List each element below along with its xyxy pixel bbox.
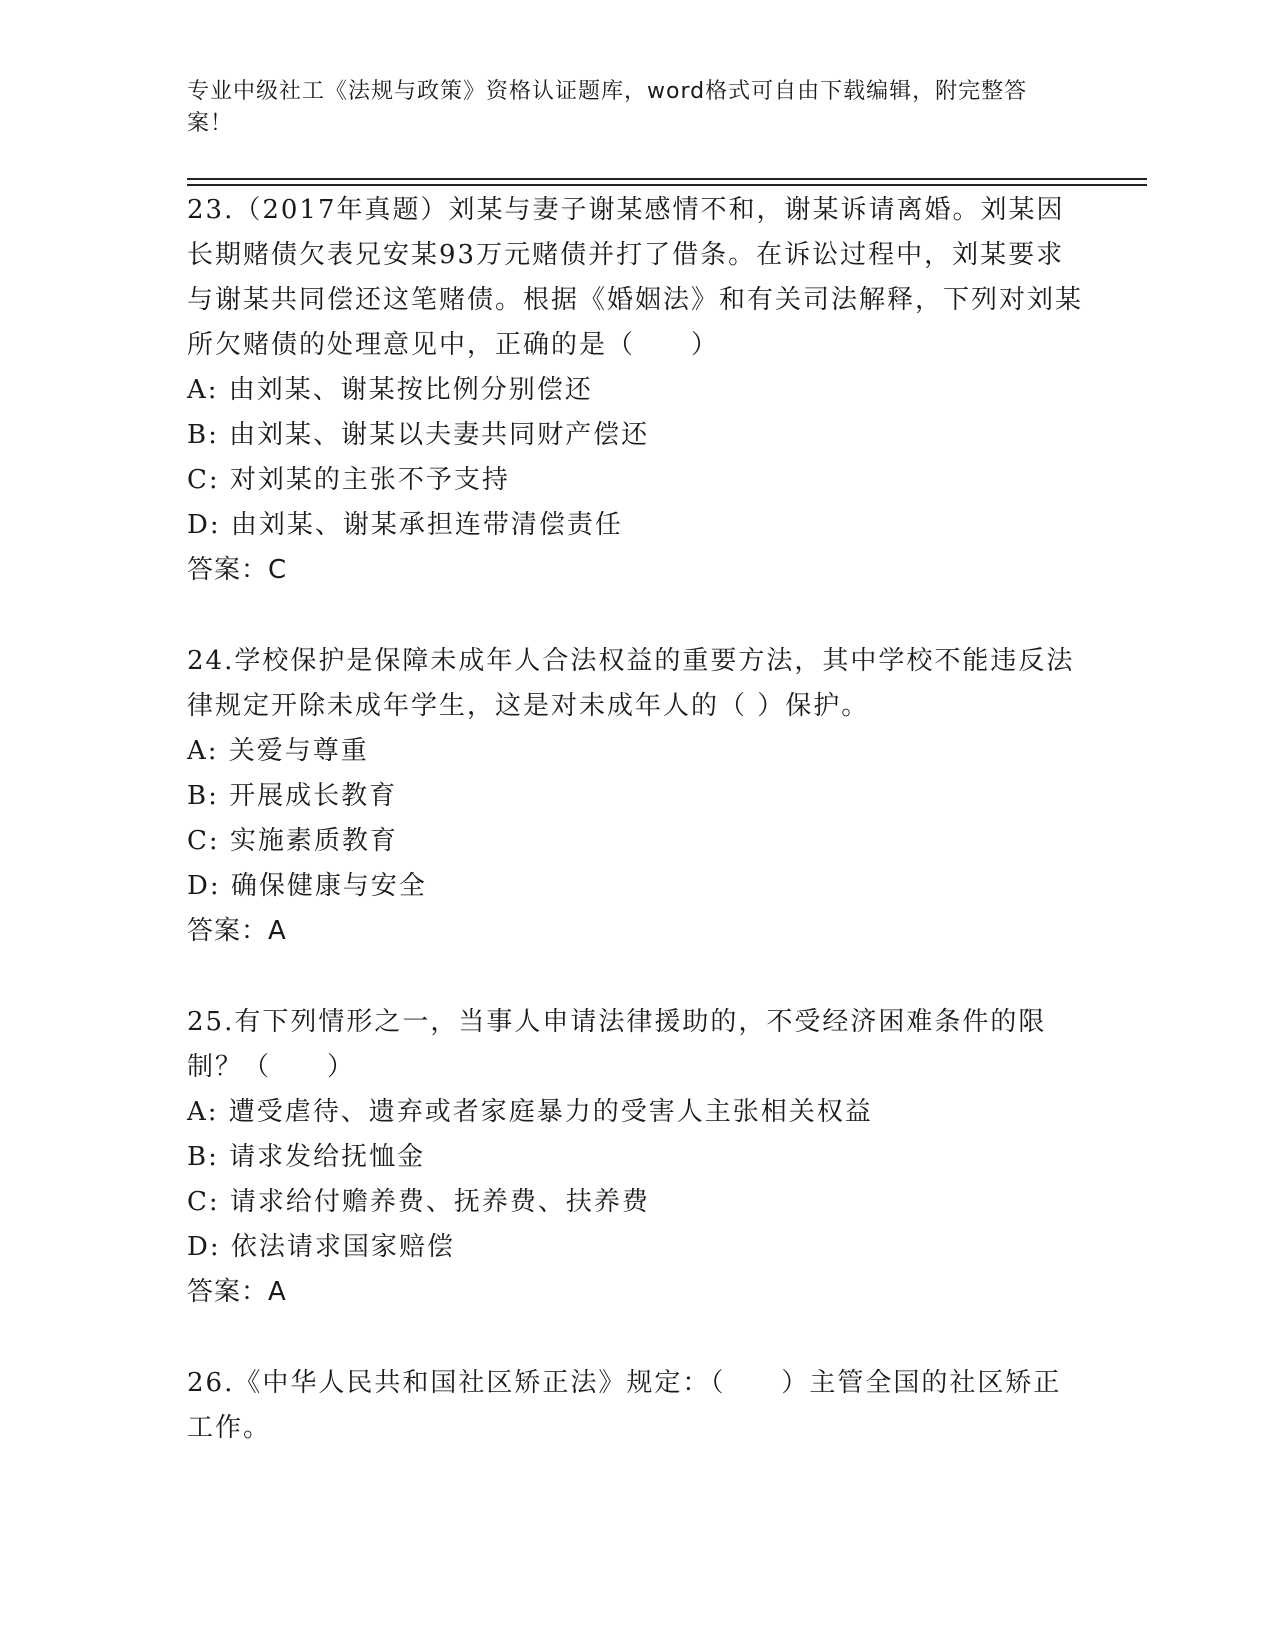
question-25 [187,1000,1087,1315]
question-stem: 23.（2017年真题）刘某与妻子谢某感情不和，谢某诉请离婚。刘某因长期赌债欠表兄安某93万元赌债并打了借条。在诉讼过程中，刘某要求与谢某共同偿还这笔赌债。根据《婚姻法》和有关司法解释，下列对刘某所欠赌债的处理意见中，正确的是（ ） [187,195,1084,360]
option-c: C: 对刘某的主张不予支持 [187,465,510,495]
question-26 [187,1361,1087,1451]
document-header: 专业中级社工《法规与政策》资格认证题库，word格式可自由下载编辑，附完整答案！ [187,79,1028,136]
question-stem: 24.学校保护是保障未成年人合法权益的重要方法，其中学校不能违反法律规定开除未成年学生，这是对未成年人的（ ）保护。 [187,646,1075,721]
question-stem: 25.有下列情形之一，当事人申请法律援助的，不受经济困难条件的限制？（ ） [187,1007,1047,1082]
header-divider-top [187,178,1147,180]
option-b: B: 请求发给抚恤金 [187,1142,426,1172]
option-d: D: 确保健康与安全 [187,871,427,901]
option-b: B: 开展成长教育 [187,781,398,811]
option-a: A: 遭受虐待、遗弃或者家庭暴力的受害人主张相关权益 [187,1097,873,1127]
header-divider-bottom [187,184,1147,186]
option-d: D: 由刘某、谢某承担连带清偿责任 [187,510,623,540]
option-a: A: 由刘某、谢某按比例分别偿还 [187,375,593,405]
answer: 答案：A [187,1277,287,1307]
option-c: C: 请求给付赡养费、抚养费、扶养费 [187,1187,650,1217]
answer: 答案：C [187,555,288,585]
option-d: D: 依法请求国家赔偿 [187,1232,455,1262]
question-23 [187,188,1087,593]
question-24 [187,639,1087,954]
option-a: A: 关爱与尊重 [187,736,369,766]
option-b: B: 由刘某、谢某以夫妻共同财产偿还 [187,420,650,450]
answer: 答案：A [187,916,287,946]
question-stem: 26.《中华人民共和国社区矫正法》规定：（ ）主管全国的社区矫正工作。 [187,1368,1062,1443]
question-list [187,188,1087,1497]
option-c: C: 实施素质教育 [187,826,398,856]
